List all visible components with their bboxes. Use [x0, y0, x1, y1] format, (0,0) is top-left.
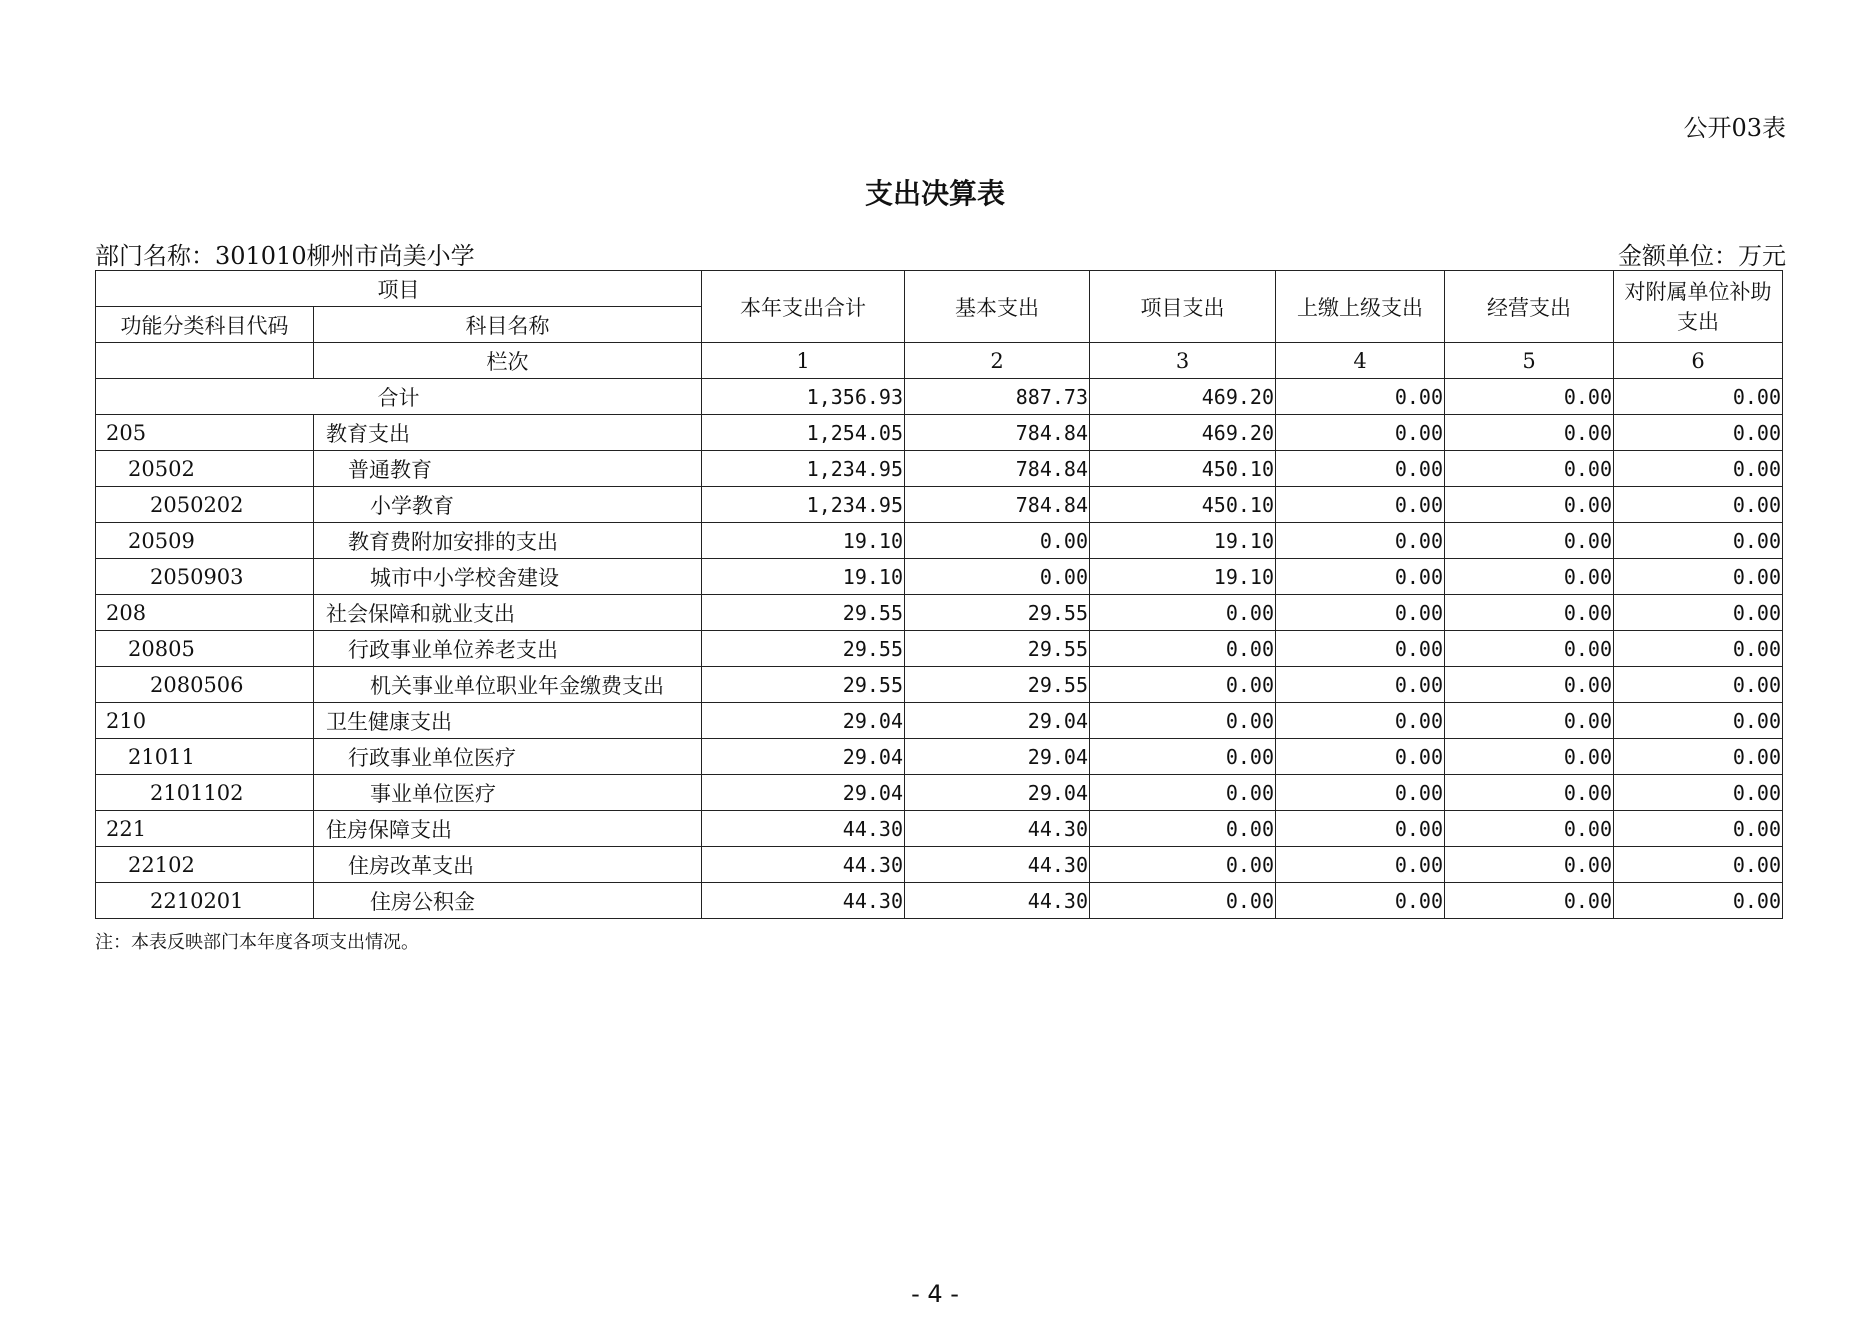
- column-index-number: 5: [1445, 343, 1614, 379]
- amount-cell: 0.00: [1445, 559, 1614, 595]
- column-index-row: [96, 343, 1783, 379]
- table-row: [96, 523, 1783, 559]
- amount-cell: 29.04: [702, 703, 905, 739]
- subject-name: 卫生健康支出: [314, 703, 702, 739]
- subject-code: 2080506: [96, 667, 314, 703]
- table-row: [96, 811, 1783, 847]
- total-value: 0.00: [1276, 379, 1445, 415]
- header-col-remit: 上缴上级支出: [1276, 271, 1445, 343]
- subject-code: 2050202: [96, 487, 314, 523]
- amount-cell: 29.04: [905, 775, 1090, 811]
- total-label: 合计: [96, 379, 702, 415]
- amount-cell: 469.20: [1090, 415, 1276, 451]
- amount-cell: 44.30: [905, 883, 1090, 919]
- amount-cell: 44.30: [702, 883, 905, 919]
- subject-name: 社会保障和就业支出: [314, 595, 702, 631]
- amount-cell: 0.00: [1614, 703, 1783, 739]
- amount-cell: 0.00: [1445, 415, 1614, 451]
- amount-cell: 0.00: [1276, 667, 1445, 703]
- amount-cell: 0.00: [1614, 883, 1783, 919]
- amount-unit: 金额单位：万元: [1618, 242, 1786, 270]
- column-index-number: 3: [1090, 343, 1276, 379]
- amount-cell: 0.00: [1445, 451, 1614, 487]
- amount-cell: 29.55: [702, 631, 905, 667]
- amount-cell: 0.00: [1090, 739, 1276, 775]
- header-col-operating: 经营支出: [1445, 271, 1614, 343]
- table-row: [96, 451, 1783, 487]
- subject-name: 机关事业单位职业年金缴费支出: [314, 667, 702, 703]
- subject-name: 事业单位医疗: [314, 775, 702, 811]
- amount-cell: 44.30: [905, 811, 1090, 847]
- subject-code: 208: [96, 595, 314, 631]
- table-row: [96, 775, 1783, 811]
- table-row: [96, 631, 1783, 667]
- total-value: 887.73: [905, 379, 1090, 415]
- table-row: [96, 667, 1783, 703]
- amount-cell: 0.00: [1445, 595, 1614, 631]
- amount-cell: 0.00: [1276, 811, 1445, 847]
- amount-cell: 0.00: [1445, 739, 1614, 775]
- amount-cell: 0.00: [905, 523, 1090, 559]
- amount-cell: 0.00: [1090, 811, 1276, 847]
- subject-code: 2210201: [96, 883, 314, 919]
- amount-cell: 0.00: [1090, 775, 1276, 811]
- amount-cell: 29.55: [905, 631, 1090, 667]
- table-row: [96, 847, 1783, 883]
- total-row: [96, 379, 1783, 415]
- amount-cell: 44.30: [702, 847, 905, 883]
- table-row: [96, 559, 1783, 595]
- table-row: [96, 883, 1783, 919]
- amount-cell: 0.00: [1445, 667, 1614, 703]
- amount-cell: 0.00: [1614, 739, 1783, 775]
- subject-name: 教育支出: [314, 415, 702, 451]
- amount-cell: 29.04: [905, 703, 1090, 739]
- amount-cell: 0.00: [1614, 667, 1783, 703]
- amount-cell: 0.00: [1614, 415, 1783, 451]
- amount-cell: 0.00: [1276, 487, 1445, 523]
- amount-cell: 0.00: [1090, 631, 1276, 667]
- amount-cell: 450.10: [1090, 487, 1276, 523]
- department-name: 部门名称：301010柳州市尚美小学: [95, 242, 475, 270]
- amount-cell: 29.04: [702, 775, 905, 811]
- table-row: [96, 739, 1783, 775]
- subject-code: 20805: [96, 631, 314, 667]
- table-row: [96, 487, 1783, 523]
- header-func-code: 功能分类科目代码: [96, 307, 314, 343]
- amount-cell: 0.00: [1445, 631, 1614, 667]
- header-col-subsidy: 对附属单位补助支出: [1614, 271, 1783, 343]
- amount-cell: 0.00: [1445, 847, 1614, 883]
- amount-cell: 0.00: [1090, 703, 1276, 739]
- amount-cell: 0.00: [1445, 883, 1614, 919]
- amount-cell: 1,254.05: [702, 415, 905, 451]
- subject-code: 2050903: [96, 559, 314, 595]
- form-code: 公开03表: [1683, 114, 1786, 142]
- page-title: 支出决算表: [864, 177, 1005, 210]
- amount-cell: 0.00: [1090, 595, 1276, 631]
- column-index-number: 4: [1276, 343, 1445, 379]
- column-index-number: 2: [905, 343, 1090, 379]
- subject-name: 住房公积金: [314, 883, 702, 919]
- amount-cell: 44.30: [702, 811, 905, 847]
- amount-cell: 0.00: [1276, 559, 1445, 595]
- amount-cell: 44.30: [905, 847, 1090, 883]
- column-index-number: 1: [702, 343, 905, 379]
- amount-cell: 0.00: [1445, 487, 1614, 523]
- header-item: 项目: [96, 271, 702, 307]
- total-value: 0.00: [1614, 379, 1783, 415]
- amount-cell: 29.04: [905, 739, 1090, 775]
- page-number: - 4 -: [911, 1280, 959, 1308]
- amount-cell: 0.00: [1614, 559, 1783, 595]
- amount-cell: 0.00: [1276, 739, 1445, 775]
- subject-name: 小学教育: [314, 487, 702, 523]
- column-index-label: 栏次: [314, 343, 702, 379]
- subject-code: 22102: [96, 847, 314, 883]
- subject-code: 210: [96, 703, 314, 739]
- table-note: 注：本表反映部门本年度各项支出情况。: [95, 932, 419, 953]
- amount-cell: 0.00: [1276, 703, 1445, 739]
- subject-code: 2101102: [96, 775, 314, 811]
- amount-cell: 0.00: [1276, 847, 1445, 883]
- subject-name: 教育费附加安排的支出: [314, 523, 702, 559]
- table-row: [96, 703, 1783, 739]
- column-index-blank: [96, 343, 314, 379]
- total-value: 1,356.93: [702, 379, 905, 415]
- amount-cell: 29.55: [702, 667, 905, 703]
- subject-name: 行政事业单位养老支出: [314, 631, 702, 667]
- header-col-basic: 基本支出: [905, 271, 1090, 343]
- subject-name: 行政事业单位医疗: [314, 739, 702, 775]
- amount-cell: 0.00: [1276, 775, 1445, 811]
- amount-cell: 0.00: [1614, 487, 1783, 523]
- subject-name: 城市中小学校舍建设: [314, 559, 702, 595]
- amount-cell: 0.00: [1614, 775, 1783, 811]
- amount-cell: 0.00: [905, 559, 1090, 595]
- column-index-number: 6: [1614, 343, 1783, 379]
- header-subject-name: 科目名称: [314, 307, 702, 343]
- amount-cell: 784.84: [905, 451, 1090, 487]
- header-col-total: 本年支出合计: [702, 271, 905, 343]
- amount-cell: 0.00: [1276, 595, 1445, 631]
- amount-cell: 1,234.95: [702, 487, 905, 523]
- amount-cell: 19.10: [1090, 559, 1276, 595]
- subject-code: 20509: [96, 523, 314, 559]
- amount-cell: 29.55: [905, 595, 1090, 631]
- amount-cell: 784.84: [905, 415, 1090, 451]
- subject-name: 住房保障支出: [314, 811, 702, 847]
- header-col-project: 项目支出: [1090, 271, 1276, 343]
- amount-cell: 0.00: [1614, 811, 1783, 847]
- amount-cell: 0.00: [1090, 847, 1276, 883]
- amount-cell: 0.00: [1614, 631, 1783, 667]
- amount-cell: 0.00: [1614, 595, 1783, 631]
- amount-cell: 784.84: [905, 487, 1090, 523]
- amount-cell: 29.55: [905, 667, 1090, 703]
- amount-cell: 19.10: [702, 523, 905, 559]
- expenditure-table: [95, 270, 1783, 919]
- amount-cell: 0.00: [1445, 775, 1614, 811]
- subject-name: 普通教育: [314, 451, 702, 487]
- amount-cell: 450.10: [1090, 451, 1276, 487]
- amount-cell: 0.00: [1445, 703, 1614, 739]
- table-row: [96, 595, 1783, 631]
- amount-cell: 19.10: [1090, 523, 1276, 559]
- header-row-1: [96, 271, 1783, 307]
- amount-cell: 0.00: [1090, 667, 1276, 703]
- amount-cell: 0.00: [1276, 451, 1445, 487]
- amount-cell: 0.00: [1276, 415, 1445, 451]
- amount-cell: 0.00: [1445, 523, 1614, 559]
- amount-cell: 0.00: [1276, 631, 1445, 667]
- amount-cell: 1,234.95: [702, 451, 905, 487]
- amount-cell: 0.00: [1276, 523, 1445, 559]
- subject-code: 21011: [96, 739, 314, 775]
- subject-code: 221: [96, 811, 314, 847]
- subject-code: 205: [96, 415, 314, 451]
- total-value: 0.00: [1445, 379, 1614, 415]
- amount-cell: 0.00: [1276, 883, 1445, 919]
- subject-code: 20502: [96, 451, 314, 487]
- amount-cell: 29.55: [702, 595, 905, 631]
- amount-cell: 29.04: [702, 739, 905, 775]
- amount-cell: 0.00: [1614, 847, 1783, 883]
- amount-cell: 0.00: [1614, 451, 1783, 487]
- amount-cell: 0.00: [1090, 883, 1276, 919]
- amount-cell: 0.00: [1445, 811, 1614, 847]
- amount-cell: 19.10: [702, 559, 905, 595]
- table-row: [96, 415, 1783, 451]
- subject-name: 住房改革支出: [314, 847, 702, 883]
- amount-cell: 0.00: [1614, 523, 1783, 559]
- total-value: 469.20: [1090, 379, 1276, 415]
